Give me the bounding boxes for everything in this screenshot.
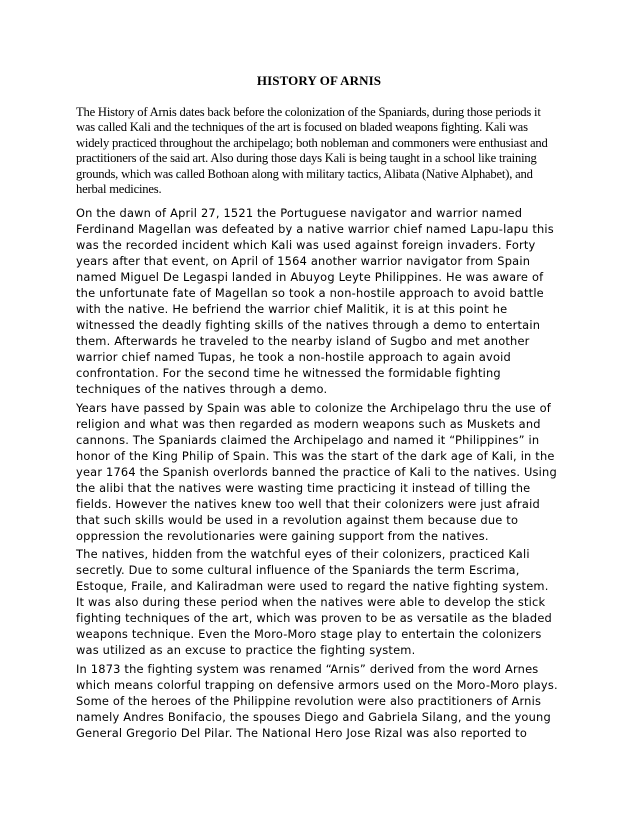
- paragraph-intro: The History of Arnis dates back before the colonization of the Spaniards, during those periods it was called Kali and the techniques of the art is focused on bladed weapons fighting. Kali was widely practiced throughout the archipelago; both nobleman and commoners were enthusiast and practitioners of the said art. Also during those days Kali is being taught in a school like training grounds, which was called Bothoan along with military tactics, Alibata (Native Alphabet), and herbal medicines.: [76, 105, 548, 197]
- paragraph-renamed-arnis: In 1873 the fighting system was renamed “Arnis” derived from the word Arnes which means colorful trapping on defensive armors used on the Moro-Moro plays. Some of the heroes of the Philippine revolution were also practitioners of Arnis namely Andres Bonifacio, the spouses Diego and Gabriela Silang, and the young General Gregorio Del Pilar. The National Hero Jose Rizal was also reported to: [76, 662, 558, 740]
- document-title: HISTORY OF ARNIS: [256, 73, 382, 88]
- paragraph-magellan: On the dawn of April 27, 1521 the Portuguese navigator and warrior named Ferdinand Magellan was defeated by a native warrior chief named Lapu-lapu this was the recorded incident which Kali was used against foreign invaders. Forty years after that event, on April of 1564 another warrior navigator from Spain named Miguel De Legaspi landed in Abuyog Leyte Philippines. He was aware of the unfortunate fate of Magellan so took a non-hostile approach to avoid battle with the native. He befriend the warrior chief Malitik, it is at this point he witnessed the deadly fighting skills of the natives through a demo to entertain them. Afterwards he traveled to the nearby island of Sugbo and met another warrior chief named Tupas, he took a non-hostile approach to again avoid confrontation. For the second time he witnessed the formidable fighting techniques of the natives through a demo.: [76, 206, 554, 396]
- paragraph-spanish-colonization: Years have passed by Spain was able to colonize the Archipelago thru the use of religion and what was then regarded as modern weapons such as Muskets and cannons. The Spaniards claimed the Archipelago and named it “Philippines” in honor of the King Philip of Spain. This was the start of the dark age of Kali, in the year 1764 the Spanish overlords banned the practice of Kali to the natives. Using the alibi that the natives were wasting time practicing it instead of tilling the fields. However the natives knew too well that their colonizers were just afraid that such skills would be used in a revolution against them because due to oppression the revolutionaries were gaining support from the natives.: [76, 401, 557, 543]
- paragraph-secret-practice: The natives, hidden from the watchful eyes of their colonizers, practiced Kali secretly. Due to some cultural influence of the Spaniards the term Escrima, Estoque, Fraile, and Kaliradman were used to regard the native fighting system. It was also during these period when the natives were able to develop the stick fighting techniques of the art, which was proven to be as versatile as the bladed weapons technique. Even the Moro-Moro stage play to entertain the colonizers was utilized as an excuse to practice the fighting system.: [76, 547, 552, 657]
